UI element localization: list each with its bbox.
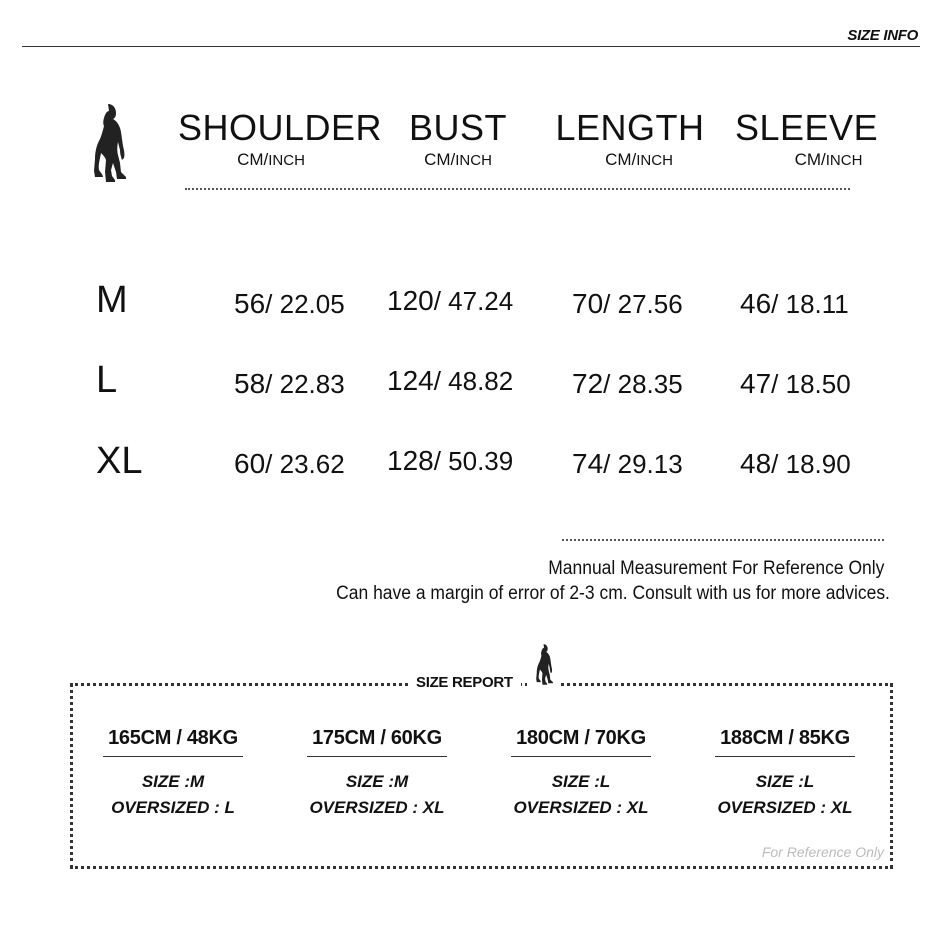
header-divider <box>22 46 920 47</box>
cell-xl-shoulder: 60/ 23.62 <box>234 448 345 479</box>
column-shoulder <box>178 107 383 170</box>
column-bust <box>398 108 518 170</box>
recommended-size: SIZE :M <box>345 772 409 791</box>
oversized-size: OVERSIZED : XL <box>513 798 649 817</box>
cell-m-length: 70/ 27.56 <box>572 288 683 319</box>
size-report-person-1 <box>73 727 273 821</box>
recommended-size: SIZE :M <box>141 772 205 791</box>
underline <box>103 756 243 757</box>
column-length <box>555 108 705 170</box>
cell-m-sleeve: 46/ 18.11 <box>740 288 849 319</box>
column-title: SLEEVE <box>735 107 879 148</box>
cell-xl-length: 74/ 29.13 <box>572 448 683 479</box>
height-weight: 165CM / 48KG <box>108 727 238 749</box>
measurement-note: Mannual Measurement For Reference Only <box>547 558 884 579</box>
note-dotted-divider <box>562 539 884 541</box>
height-weight: 180CM / 70KG <box>516 727 646 749</box>
size-report-person-2 <box>277 727 477 821</box>
reference-footnote: For Reference Only <box>761 844 884 860</box>
ape-silhouette-icon <box>527 642 559 695</box>
size-report-title: SIZE REPORT <box>408 674 521 691</box>
recommended-size: SIZE :L <box>755 772 815 791</box>
cell-xl-bust: 128/ 50.39 <box>387 445 514 476</box>
size-label-l: L <box>96 359 118 401</box>
size-label-m: M <box>96 279 128 321</box>
underline <box>307 756 447 757</box>
oversized-size: OVERSIZED : XL <box>717 798 853 817</box>
cell-l-shoulder: 58/ 22.83 <box>234 368 345 399</box>
cell-l-bust: 124/ 48.82 <box>387 365 514 396</box>
oversized-size: OVERSIZED : L <box>111 798 235 817</box>
margin-error-note: Can have a margin of error of 2-3 cm. Consult with us for more advices. <box>336 583 890 604</box>
column-title: SHOULDER <box>178 107 383 148</box>
height-weight: 175CM / 60KG <box>312 727 442 749</box>
column-unit: CM/INCH <box>794 150 863 169</box>
cell-m-shoulder: 56/ 22.05 <box>234 288 345 319</box>
cell-m-bust: 120/ 47.24 <box>387 285 514 316</box>
column-sleeve <box>735 107 879 170</box>
size-label-xl: XL <box>96 440 143 482</box>
ape-silhouette-icon <box>84 102 130 190</box>
column-unit: CM/INCH <box>237 150 305 169</box>
size-info-title: SIZE INFO <box>847 27 918 44</box>
height-weight: 188CM / 85KG <box>720 727 850 749</box>
column-title: LENGTH <box>555 107 705 148</box>
underline <box>511 756 651 757</box>
cell-l-length: 72/ 28.35 <box>572 368 683 399</box>
cell-l-sleeve: 47/ 18.50 <box>740 368 851 399</box>
header-dotted-divider <box>185 188 850 190</box>
size-report-person-4 <box>685 727 885 821</box>
oversized-size: OVERSIZED : XL <box>309 798 445 817</box>
column-title: BUST <box>408 107 507 148</box>
column-unit: CM/INCH <box>424 150 492 169</box>
column-unit: CM/INCH <box>605 150 673 169</box>
recommended-size: SIZE :L <box>551 772 611 791</box>
size-report-person-3 <box>481 727 681 821</box>
cell-xl-sleeve: 48/ 18.90 <box>740 448 851 479</box>
underline <box>715 756 855 757</box>
